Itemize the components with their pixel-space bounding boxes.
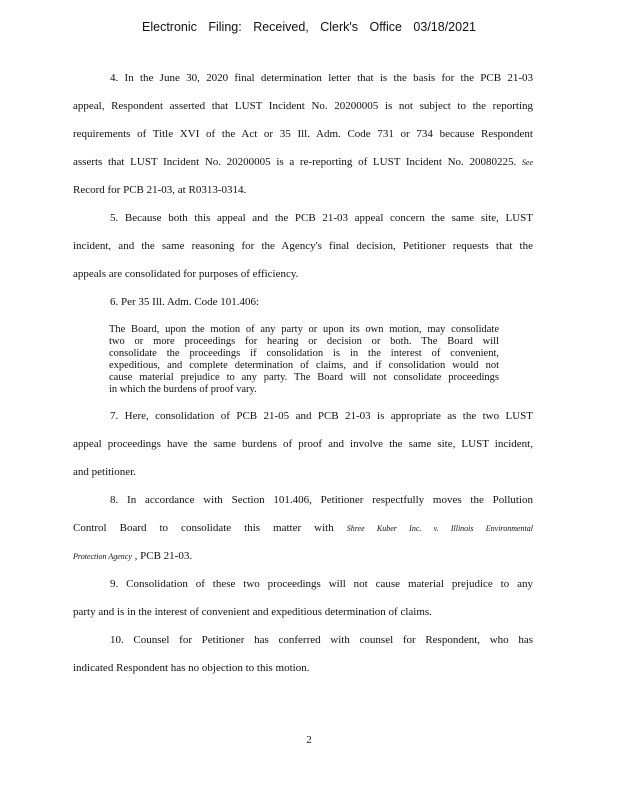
paragraph-line: appeal, Respondent asserted that LUST Incident No. 20200005 is not subject to the reporting bbox=[73, 100, 533, 112]
paragraph-line: incident, and the same reasoning for the Agency's final decision, Petitioner requests that the bbox=[73, 240, 533, 252]
paragraph-line: appeal proceedings have the same burdens of proof and involve the same site, LUST incident, bbox=[73, 438, 533, 450]
quote-line: expeditious, and complete determination of claims, and if consolidation would not bbox=[109, 360, 499, 371]
paragraph-line: 7. Here, consolidation of PCB 21-05 and PCB 21-03 is appropriate as the two LUST bbox=[110, 410, 533, 422]
quote-line: consolidate the proceedings if consolidation is in the interest of convenient, bbox=[109, 348, 499, 359]
paragraph-line: Record for PCB 21-03, at R0313-0314. bbox=[73, 184, 247, 196]
quote-line: in which the burdens of proof vary. bbox=[109, 384, 257, 395]
quote-line: cause material prejudice to any party. The Board will not consolidate proceedings bbox=[109, 372, 499, 383]
paragraph-line: party and is in the interest of convenient and expeditious determination of claims. bbox=[73, 606, 432, 618]
case-name-citation: Shree Kuber Inc. v. Illinois Environmental bbox=[346, 524, 533, 533]
paragraph-line: and petitioner. bbox=[73, 466, 136, 478]
paragraph-line bbox=[73, 154, 533, 182]
paragraph-line bbox=[73, 548, 533, 576]
paragraph-line bbox=[73, 520, 533, 548]
paragraph-line: 8. In accordance with Section 101.406, Petitioner respectfully moves the Pollution bbox=[110, 494, 533, 506]
quote-line: two or more proceedings for hearing or decision or both. The Board will bbox=[109, 336, 499, 347]
citation-signal: See bbox=[521, 158, 533, 167]
paragraph-10 bbox=[73, 632, 533, 688]
paragraph-line: 6. Per 35 Ill. Adm. Code 101.406: bbox=[110, 296, 260, 308]
paragraph-5 bbox=[73, 210, 533, 294]
paragraph-4 bbox=[73, 70, 533, 210]
page-number: 2 bbox=[306, 734, 312, 746]
paragraph-line: appeals are consolidated for purposes of efficiency. bbox=[73, 268, 299, 280]
paragraph-line: 5. Because both this appeal and the PCB 21-03 appeal concern the same site, LUST bbox=[110, 212, 533, 224]
paragraph-line: indicated Respondent has no objection to this motion. bbox=[73, 662, 310, 674]
paragraph-7 bbox=[73, 408, 533, 492]
paragraph-9 bbox=[73, 576, 533, 632]
paragraph-6 bbox=[73, 294, 533, 322]
paragraph-line: 4. In the June 30, 2020 final determination letter that is the basis for the PCB 21-03 bbox=[110, 72, 533, 84]
document-body bbox=[73, 70, 533, 688]
paragraph-8 bbox=[73, 492, 533, 576]
case-name-citation: Protection Agency bbox=[73, 552, 132, 561]
paragraph-text: , PCB 21-03. bbox=[134, 550, 193, 562]
paragraph-line: 10. Counsel for Petitioner has conferred with counsel for Respondent, who has bbox=[110, 634, 533, 646]
block-quote bbox=[109, 322, 499, 396]
filing-stamp-header: Electronic Filing: Received, Clerk's Office 03/18/2021 bbox=[142, 20, 476, 34]
paragraph-text: Control Board to consolidate this matter with bbox=[73, 522, 334, 534]
paragraph-line: 9. Consolidation of these two proceedings will not cause material prejudice to any bbox=[110, 578, 533, 590]
paragraph-text: asserts that LUST Incident No. 20200005 is a re-reporting of LUST Incident No. 20080225. bbox=[73, 156, 517, 168]
paragraph-line: requirements of Title XVI of the Act or 35 Ill. Adm. Code 731 or 734 because Respondent bbox=[73, 128, 533, 140]
quote-line: The Board, upon the motion of any party or upon its own motion, may consolidate bbox=[109, 324, 499, 335]
